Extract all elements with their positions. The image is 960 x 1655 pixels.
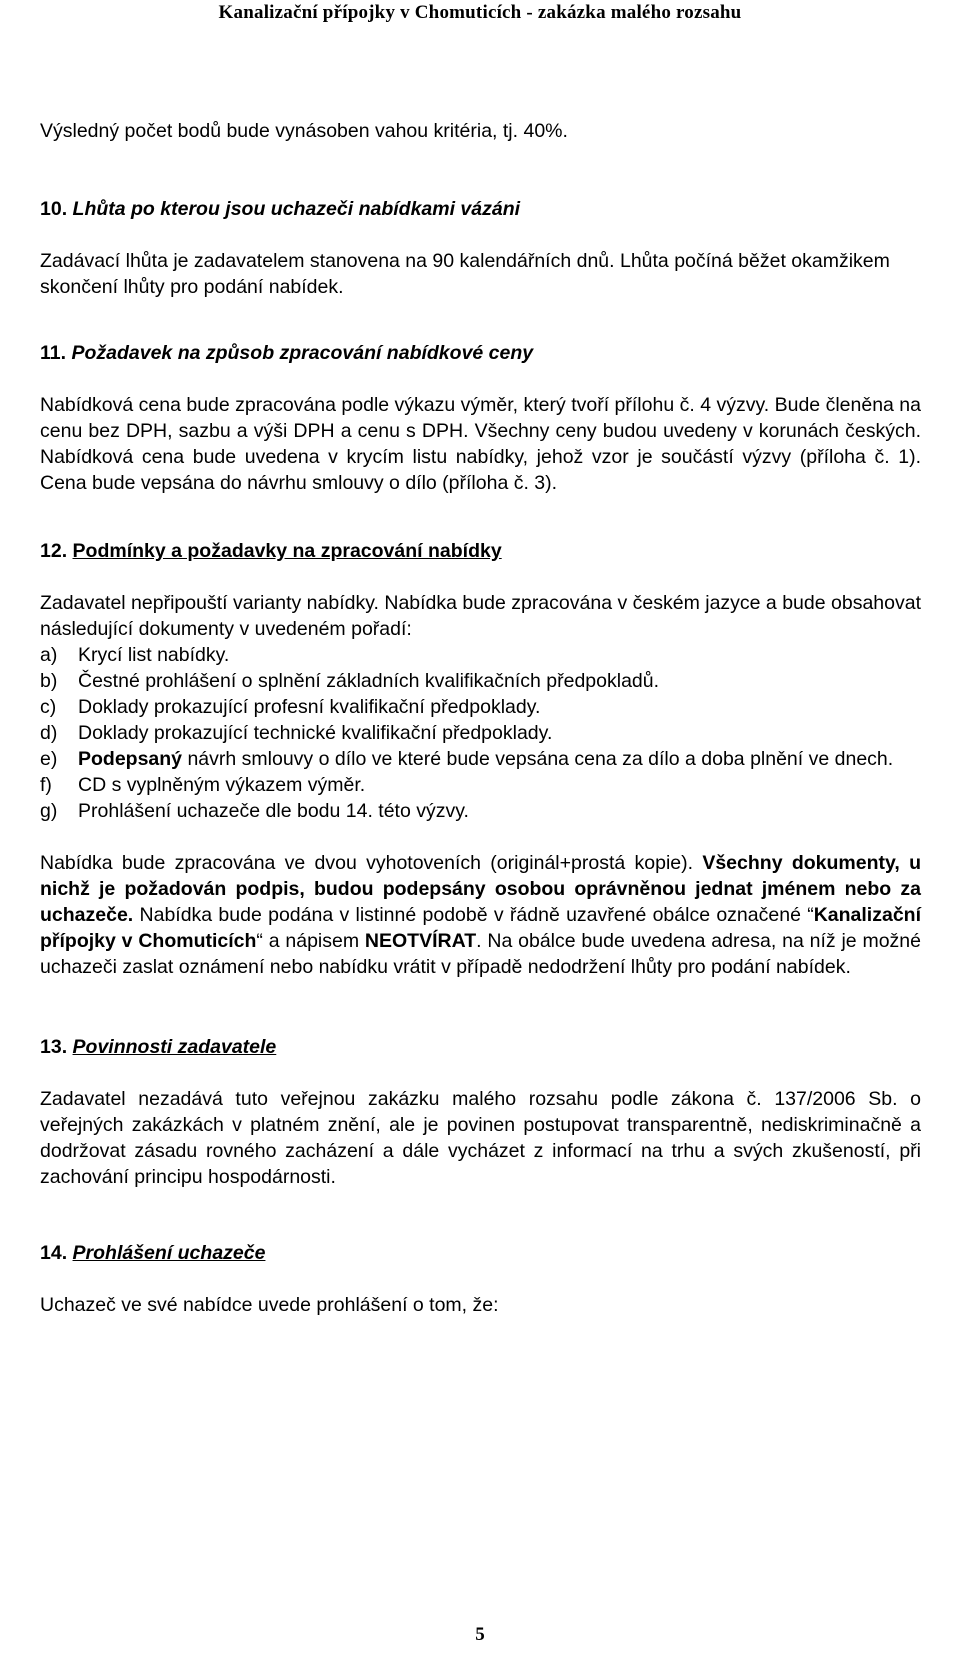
- p2-bold-3: NEOTVÍRAT: [364, 930, 477, 952]
- p2-text-3: “ a nápisem: [256, 930, 365, 952]
- list-item-b: [40, 668, 921, 694]
- section-10-number: 10.: [40, 198, 68, 220]
- list-item-g: [40, 798, 921, 824]
- list-item-e: [40, 746, 921, 772]
- page-header: Kanalizační přípojky v Chomuticích - zakázka malého rozsahu: [218, 2, 742, 23]
- section-11-text: Nabídková cena bude zpracována podle výkazu výměr, který tvoří přílohu č. 4 výzvy. Bude členěna na cenu bez DPH, sazbu a výši DPH a cenu s DPH. Všechny ceny budou uvedeny v korunách českých. Nabídková cena bude uvedena v krycím listu nabídky, jehož vzor je součástí výzvy (příloha č. 1). Cena bude vepsána do návrhu smlouvy o dílo (příloha č. 3).: [40, 394, 921, 494]
- section-11-title: Požadavek na způsob zpracování nabídkové ceny: [71, 342, 534, 364]
- list-item-d: [40, 720, 921, 746]
- section-10-title: Lhůta po kterou jsou uchazeči nabídkami vázáni: [72, 198, 521, 220]
- list-marker: g): [40, 800, 58, 822]
- p2-bold-2: Kanalizační přípojky v Chomuticích: [40, 904, 921, 952]
- section-14-number: 14.: [40, 1242, 68, 1264]
- list-marker: e): [40, 748, 58, 770]
- p2-text-2: Nabídka bude podána v listinné podobě v řádně uzavřené obálce označené “: [133, 904, 814, 926]
- list-text: Prohlášení uchazeče dle bodu 14. této výzvy.: [78, 800, 469, 822]
- section-13-number: 13.: [40, 1036, 68, 1058]
- section-11-number: 11.: [40, 342, 67, 364]
- list-text-rest: návrh smlouvy o dílo ve které bude vepsána cena za dílo a doba plnění ve dnech.: [182, 748, 894, 770]
- list-marker: b): [40, 670, 58, 692]
- section-11-heading: [40, 340, 921, 366]
- p2-text-4: . Na obálce bude uvedena adresa, na níž je možné uchazeči zaslat oznámení nebo nabídku vrátit v případě nedodržení lhůty pro podání nabídek.: [40, 930, 921, 978]
- section-14-text: Uchazeč ve své nabídce uvede prohlášení o tom, že:: [40, 1294, 499, 1316]
- section-12-paragraph-2: [40, 850, 921, 980]
- list-item-c: [40, 694, 921, 720]
- list-text: Krycí list nabídky.: [78, 644, 230, 666]
- list-text: Doklady prokazující technické kvalifikační předpoklady.: [78, 722, 553, 744]
- list-marker: c): [40, 696, 57, 718]
- list-marker: f): [40, 774, 52, 796]
- intro-paragraph: Výsledný počet bodů bude vynásoben vahou kritéria, tj. 40%.: [40, 120, 568, 142]
- list-marker: d): [40, 722, 58, 744]
- list-text: Čestné prohlášení o splnění základních kvalifikačních předpokladů.: [78, 670, 660, 692]
- section-10-text: Zadávací lhůta je zadavatelem stanovena na 90 kalendářních dnů. Lhůta počíná běžet okamžikem skončení lhůty pro podání nabídek.: [40, 250, 890, 298]
- list-text: Doklady prokazující profesní kvalifikační předpoklady.: [78, 696, 541, 718]
- list-item-f: [40, 772, 921, 798]
- section-13-heading: [40, 1034, 921, 1060]
- section-14-heading: [40, 1240, 921, 1266]
- section-14-title: Prohlášení uchazeče: [72, 1242, 266, 1264]
- page-number: 5: [475, 1624, 485, 1645]
- list-item-a: [40, 642, 921, 668]
- list-text: [78, 746, 921, 772]
- p2-text-1: Nabídka bude zpracována ve dvou vyhotoveních (originál+prostá kopie).: [40, 852, 703, 874]
- section-10-heading: [40, 196, 921, 222]
- list-marker: a): [40, 644, 58, 666]
- p2-bold-1: Všechny dokumenty, u nichž je požadován podpis, budou podepsány osobou oprávněnou jednat jménem nebo za uchazeče.: [40, 852, 921, 926]
- list-text: CD s vyplněným výkazem výměr.: [78, 774, 366, 796]
- section-13-title: Povinnosti zadavatele: [72, 1036, 277, 1058]
- section-13-text: Zadavatel nezadává tuto veřejnou zakázku malého rozsahu podle zákona č. 137/2006 Sb. o veřejných zakázkách v platném znění, ale je povinen postupovat transparentně, nediskriminačně a dodržovat zásadu rovného zacházení a dále vycházet z informací na trhu a svých zkušeností, při zachování principu hospodárnosti.: [40, 1088, 921, 1188]
- list-text-bold: Podepsaný: [78, 748, 183, 770]
- section-12-heading: [40, 538, 921, 564]
- document-body: [40, 118, 921, 1318]
- section-12-intro: Zadavatel nepřipouští varianty nabídky. Nabídka bude zpracována v českém jazyce a bude obsahovat následující dokumenty v uvedeném pořadí:: [40, 592, 921, 640]
- section-12-title: Podmínky a požadavky na zpracování nabídky: [72, 540, 502, 562]
- section-12-number: 12.: [40, 540, 68, 562]
